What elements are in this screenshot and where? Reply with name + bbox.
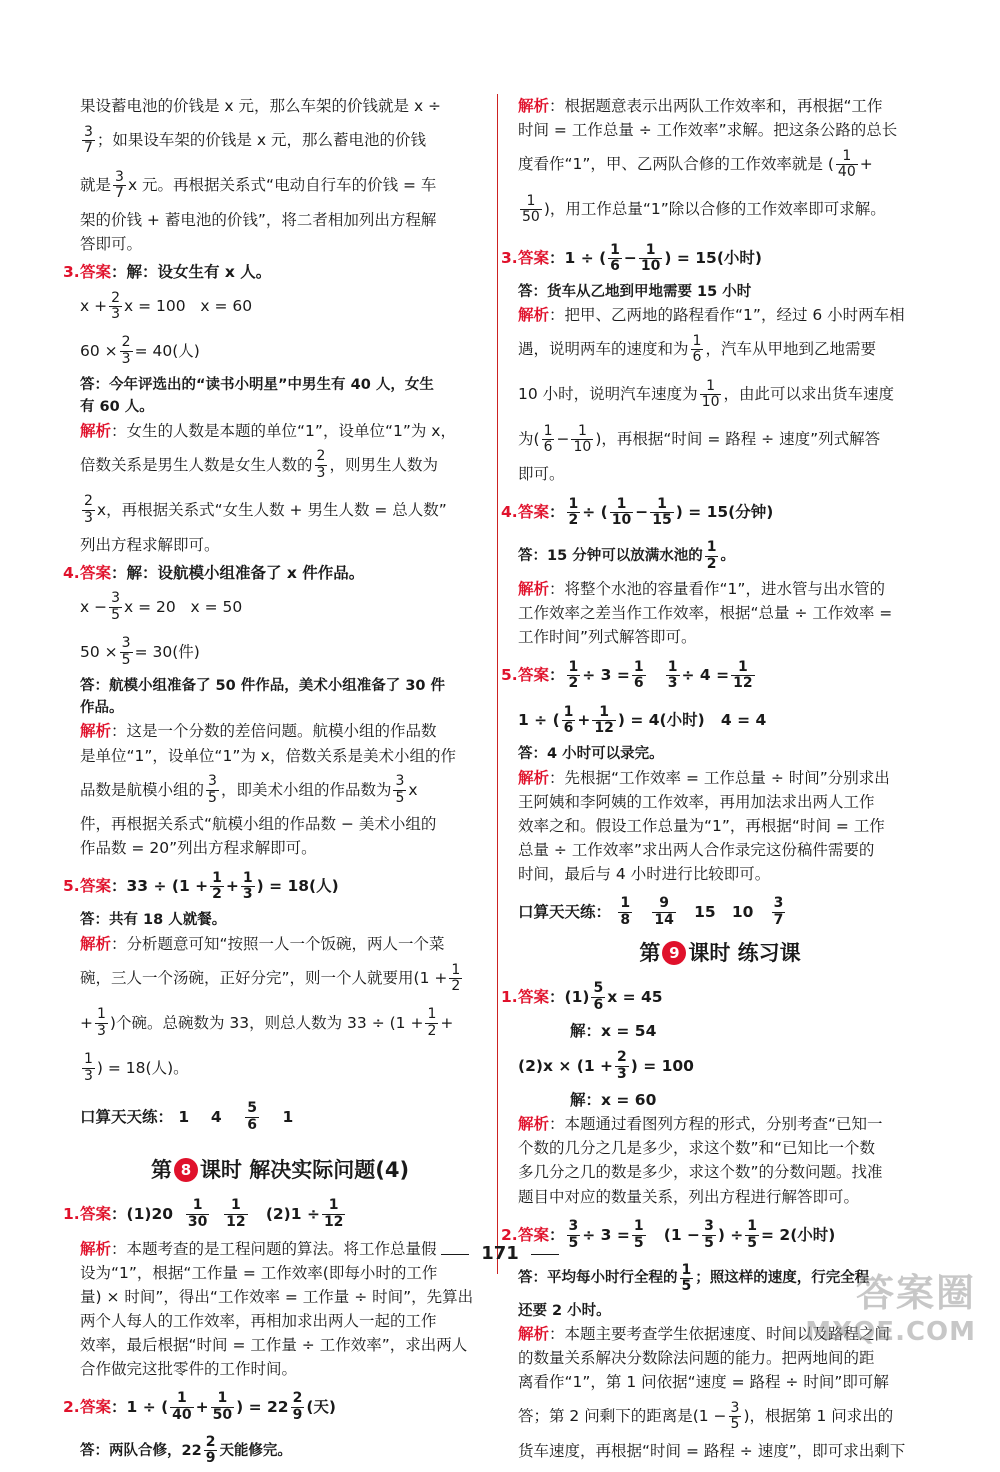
- equation: ：1 ÷ ( $\frac{1}{40}$ + $\frac{1}{50}$ ) = 22 $\frac{2}{9}$ (天): [111, 1390, 336, 1423]
- equation: ： $\frac{1}{2}$ ÷ ( $\frac{1}{10}$ − $\frac{1}{15}$ ) = 15(分钟): [549, 495, 774, 529]
- answer-label: 答案: [518, 248, 550, 267]
- answer-label: 答案: [80, 563, 112, 582]
- lesson-number-badge: 8: [174, 1158, 198, 1182]
- question-4-right: [501, 490, 922, 649]
- equation: x + $\frac{2}{3}$ x = 100 x = 60: [80, 289, 253, 322]
- lesson-number-badge: 9: [662, 941, 686, 965]
- analysis-text: $\frac{1}{3}$ ) = 18(人)。: [84, 1051, 189, 1084]
- text-line: 果设蓄电池的价钱是 x 元，那么车架的价钱就是 x ÷: [80, 97, 442, 115]
- analysis-label: 解析: [518, 1115, 550, 1134]
- analysis-text: 量) × 时间”，得出“工作效率 = 工作量 ÷ 时间”，先算出: [80, 1287, 474, 1306]
- watermark-logo: 答案圈 MXQE.COM: [805, 1271, 976, 1347]
- analysis-text: 作品数 = 20”列出方程求解即可。: [80, 839, 317, 858]
- analysis-text: ：本题主要考查学生依据速度、时间以及路程之间: [549, 1324, 891, 1343]
- analysis-text: ：分析题意可知“按照一人一个饭碗，两人一个菜: [111, 934, 445, 953]
- question-number: 4.: [501, 503, 518, 522]
- answer-label: 答案: [518, 503, 550, 522]
- equation: ： $\frac{3}{5}$ ÷ 3 = $\frac{1}{5}$ (1 − $\frac{3}{5}$ ) ÷ $\frac{1}{5}$ = 2(小时): [549, 1218, 836, 1251]
- question-number: 3.: [501, 248, 518, 267]
- analysis-text: ：本题通过看图列方程的形式，分别考查“已知一: [549, 1115, 883, 1134]
- analysis-text: 题目中对应的数量关系，列出方程进行解答即可。: [518, 1187, 860, 1206]
- analysis-text: $\frac{2}{3}$ x，再根据关系式“女生人数 + 男生人数 = 总人数”: [84, 493, 447, 526]
- analysis-text: + $\frac{1}{3}$ )个碗。总碗数为 33，则总人数为 33 ÷ (1 + $\frac{1}{2}$ +: [80, 1006, 454, 1039]
- text-line: 答即可。: [80, 234, 143, 253]
- answer-note: 作品。: [80, 700, 124, 717]
- analysis-label: 解析: [80, 1239, 112, 1258]
- analysis-text: 即可。: [518, 465, 565, 484]
- analysis-text: 合作做完这批零件的工作时间。: [80, 1359, 298, 1378]
- analysis-continued: [518, 94, 922, 232]
- lesson8-question-1: [63, 1192, 480, 1381]
- equation: ：(1) $\frac{5}{6}$ x = 45: [549, 980, 663, 1013]
- answer-note: 有 60 人。: [80, 399, 154, 416]
- question-3-right: [501, 236, 922, 486]
- analysis-text: 10 小时，说明汽车速度为 $\frac{1}{10}$ ，由此可以求出货车速度: [518, 377, 894, 411]
- equation: ：(1)20 $\frac{1}{30}$ $\frac{1}{12}$ (2)1 ÷ $\frac{1}{12}$: [111, 1197, 344, 1230]
- answer-label: 答案: [80, 1397, 112, 1416]
- equation: 解：x = 54: [570, 1022, 657, 1041]
- analysis-text: 是单位“1”，设单位“1”为 x，倍数关系是美术小组的作: [80, 746, 456, 765]
- kousuan-practice: 口算天天练： 1 4 $\frac{5}{6}$ 1: [80, 1100, 294, 1133]
- analysis-text: ：女生的人数是本题的单位“1”，设单位“1”为 x，: [111, 421, 456, 440]
- answer-text: ：解：设航模小组准备了 x 件作品。: [111, 563, 365, 582]
- fraction: $\frac{3}{7}$: [84, 123, 93, 157]
- question-3: [63, 260, 480, 557]
- analysis-text: 的数量关系解决分数除法问题的能力。把两地间的距: [518, 1348, 875, 1367]
- question-4: [63, 561, 480, 861]
- analysis-text: 时间 = 工作总量 ÷ 工作效率”求解。把这条公路的总长: [518, 121, 898, 140]
- analysis-text: ：先根据“工作效率 = 工作总量 ÷ 时间”分别求出: [549, 768, 890, 787]
- analysis-text: ：根据题意表示出两队工作效率和，再根据“工作: [549, 97, 883, 115]
- analysis-label: 解析: [518, 580, 550, 599]
- text-line: 架的价钱 + 蓄电池的价钱”，将二者相加列出方程解: [80, 210, 437, 229]
- analysis-text: 总量 ÷ 工作效率”求出两人合作录完这份稿件需要的: [518, 840, 875, 859]
- analysis-text: ：把甲、乙两地的路程看作“1”，经过 6 小时两车相: [549, 306, 905, 325]
- answer-label: 答案: [518, 666, 550, 685]
- question-number: 5.: [501, 666, 518, 685]
- analysis-text: 两个人每人的工作效率，再相加求出两人一起的工作: [80, 1311, 437, 1330]
- equation: ： $\frac{1}{2}$ ÷ 3 = $\frac{1}{6}$ $\frac{1}{3}$ ÷ 4 = $\frac{1}{12}$: [549, 658, 753, 692]
- lesson9-question-1: [501, 975, 922, 1209]
- question-5: [63, 864, 480, 1090]
- answer-label: 答案: [518, 1225, 550, 1244]
- analysis-text: 效率之和。假设工作总量为“1”，再根据“时间 = 工作: [518, 816, 885, 835]
- analysis-label: 解析: [80, 722, 112, 741]
- equation: 解：x = 60: [570, 1091, 657, 1110]
- analysis-label: 解析: [80, 934, 112, 953]
- answer-label: 答案: [80, 877, 112, 896]
- analysis-text: 离看作“1”，第 1 问依据“速度 = 路程 ÷ 时间”即可解: [518, 1373, 889, 1391]
- answer-note: 答：共有 18 人就餐。: [80, 912, 227, 929]
- question-number: 1.: [63, 1204, 80, 1223]
- analysis-text: ：将整个水池的容量看作“1”，进水管与出水管的: [549, 580, 885, 599]
- lesson-9-title: 第 9 课时 练习课: [639, 940, 801, 965]
- answer-note: 答：两队合修，22 $\frac{2}{9}$ 天能修完。: [80, 1433, 292, 1467]
- kousuan-practice-right: 口算天天练： $\frac{1}{8}$ $\frac{9}{14}$ 15 10 $\frac{3}{7}$: [518, 895, 784, 928]
- analysis-text: 遇，说明两车的速度和为 $\frac{1}{6}$ ，汽车从甲地到乙地需要: [518, 332, 876, 366]
- analysis-text: 设为“1”，根据“工作量 = 工作效率(即每小时的工作: [80, 1263, 438, 1282]
- question-number: 3.: [63, 262, 80, 281]
- equation: ：33 ÷ (1 + $\frac{1}{2}$ + $\frac{1}{3}$ ) = 18(人): [111, 870, 339, 903]
- analysis-text: ：这是一个分数的差倍问题。航模小组的作品数: [111, 722, 437, 741]
- equation: (2)x × (1 + $\frac{2}{3}$ ) = 100: [518, 1049, 694, 1082]
- analysis-text: 碗，三人一个汤碗，正好分完”，则一个人就要用(1 + $\frac{1}{2}$: [80, 961, 461, 994]
- text-line: 就是 $\frac{3}{7}$ x 元。再根据关系式“电动自行车的价钱 = 车: [80, 168, 437, 201]
- analysis-text: 工作效率之差当作工作效率，根据“总量 ÷ 工作效率 =: [518, 604, 893, 623]
- analysis-text: 工作时间”列式解答即可。: [518, 628, 697, 647]
- analysis-text: ：本题考查的是工程问题的算法。将工作总量假: [111, 1239, 437, 1258]
- answer-note: 还要 2 小时。: [518, 1302, 611, 1319]
- lesson8-question-2: [63, 1385, 480, 1472]
- analysis-text: 为( $\frac{1}{6}$ − $\frac{1}{10}$ )，再根据“时间 = 路程 ÷ 速度”列式解答: [518, 422, 881, 456]
- left-column: [63, 94, 480, 1472]
- analysis-label: 解析: [518, 1324, 550, 1343]
- analysis-text: $\frac{1}{50}$ )，用工作总量“1”除以合修的工作效率即可求解。: [522, 192, 886, 225]
- answer-note: 答：15 分钟可以放满水池的 $\frac{1}{2}$ 。: [518, 539, 735, 572]
- analysis-text: 个数的几分之几是多少，求这个数”和“已知比一个数: [518, 1139, 876, 1158]
- equation: ：1 ÷ ( $\frac{1}{6}$ − $\frac{1}{10}$ ) = 15(小时): [549, 241, 763, 274]
- answer-note: 答：平均每小时行全程的 $\frac{1}{5}$ ；照这样的速度，行完全程: [518, 1261, 870, 1294]
- column-divider: [497, 94, 498, 1274]
- answer-label: 答案: [80, 262, 112, 281]
- question-number: 1.: [501, 987, 518, 1006]
- question-number: 2.: [501, 1225, 518, 1244]
- analysis-text: 货车速度，再根据“时间 = 路程 ÷ 速度”，即可求出剩下: [518, 1441, 906, 1460]
- answer-note: 答：4 小时可以录完。: [518, 746, 664, 763]
- answer-note: 答：今年评选出的“读书小明星”中男生有 40 人，女生: [80, 376, 434, 393]
- answer-note: 答：航模小组准备了 50 件作品，美术小组准备了 30 件: [80, 677, 446, 694]
- equation: 1 ÷ ( $\frac{1}{6}$ + $\frac{1}{12}$ ) = 4(小时) 4 = 4: [518, 703, 767, 737]
- analysis-text: 效率，最后根据“时间 = 工作量 ÷ 工作效率”，求出两人: [80, 1335, 468, 1354]
- question-number: 5.: [63, 877, 80, 896]
- analysis-text: 列出方程求解即可。: [80, 535, 220, 554]
- analysis-label: 解析: [518, 97, 550, 115]
- analysis-text: 品数是航模小组的 $\frac{3}{5}$ ，即美术小组的作品数为 $\frac{3}{5}$ x: [80, 773, 418, 806]
- answer-label: 答案: [518, 987, 550, 1006]
- answer-note: 答：货车从乙地到甲地需要 15 小时: [518, 283, 752, 300]
- analysis-text: 度看作“1”，甲、乙两队合修的工作效率就是 ( $\frac{1}{40}$ +: [518, 147, 873, 181]
- question-5-right: [501, 653, 922, 885]
- page-number: 171: [0, 1243, 1000, 1264]
- analysis-text: 时间，最后与 4 小时进行比较即可。: [518, 864, 771, 883]
- answer-label: 答案: [80, 1204, 112, 1223]
- analysis-text: 王阿姨和李阿姨的工作效率，再用加法求出两人工作: [518, 792, 875, 811]
- answer-text: ：解：设女生有 x 人。: [111, 262, 272, 281]
- question-number: 2.: [63, 1397, 80, 1416]
- analysis-label: 解析: [518, 768, 550, 787]
- equation: 50 × $\frac{3}{5}$ = 30(件): [80, 635, 200, 668]
- question-number: 4.: [63, 563, 80, 582]
- fraction: $\frac{3}{7}$: [115, 168, 124, 201]
- analysis-text: 倍数关系是男生人数是女生人数的 $\frac{2}{3}$ ，则男生人数为: [80, 448, 438, 481]
- text-line: $\frac{3}{7}$ ；如果设车架的价钱是 x 元，那么蓄电池的价钱: [84, 123, 426, 157]
- analysis-text: 多几分之几的数是多少，求这个数”的分数问题。找准: [518, 1163, 883, 1182]
- analysis-text: 答；第 2 问剩下的距离是(1 − $\frac{3}{5}$ )，根据第 1 问求出的: [518, 1399, 894, 1433]
- equation: x − $\frac{3}{5}$ x = 20 x = 50: [80, 590, 243, 623]
- analysis-label: 解析: [518, 306, 550, 325]
- lesson-8-title: 第 8 课时 解决实际问题(4): [150, 1157, 410, 1182]
- analysis-text: 件，再根据关系式“航模小组的作品数 − 美术小组的: [80, 815, 437, 834]
- analysis-label: 解析: [80, 421, 112, 440]
- equation: 60 × $\frac{2}{3}$ = 40(人): [80, 334, 200, 367]
- intro-paragraph: [80, 94, 480, 256]
